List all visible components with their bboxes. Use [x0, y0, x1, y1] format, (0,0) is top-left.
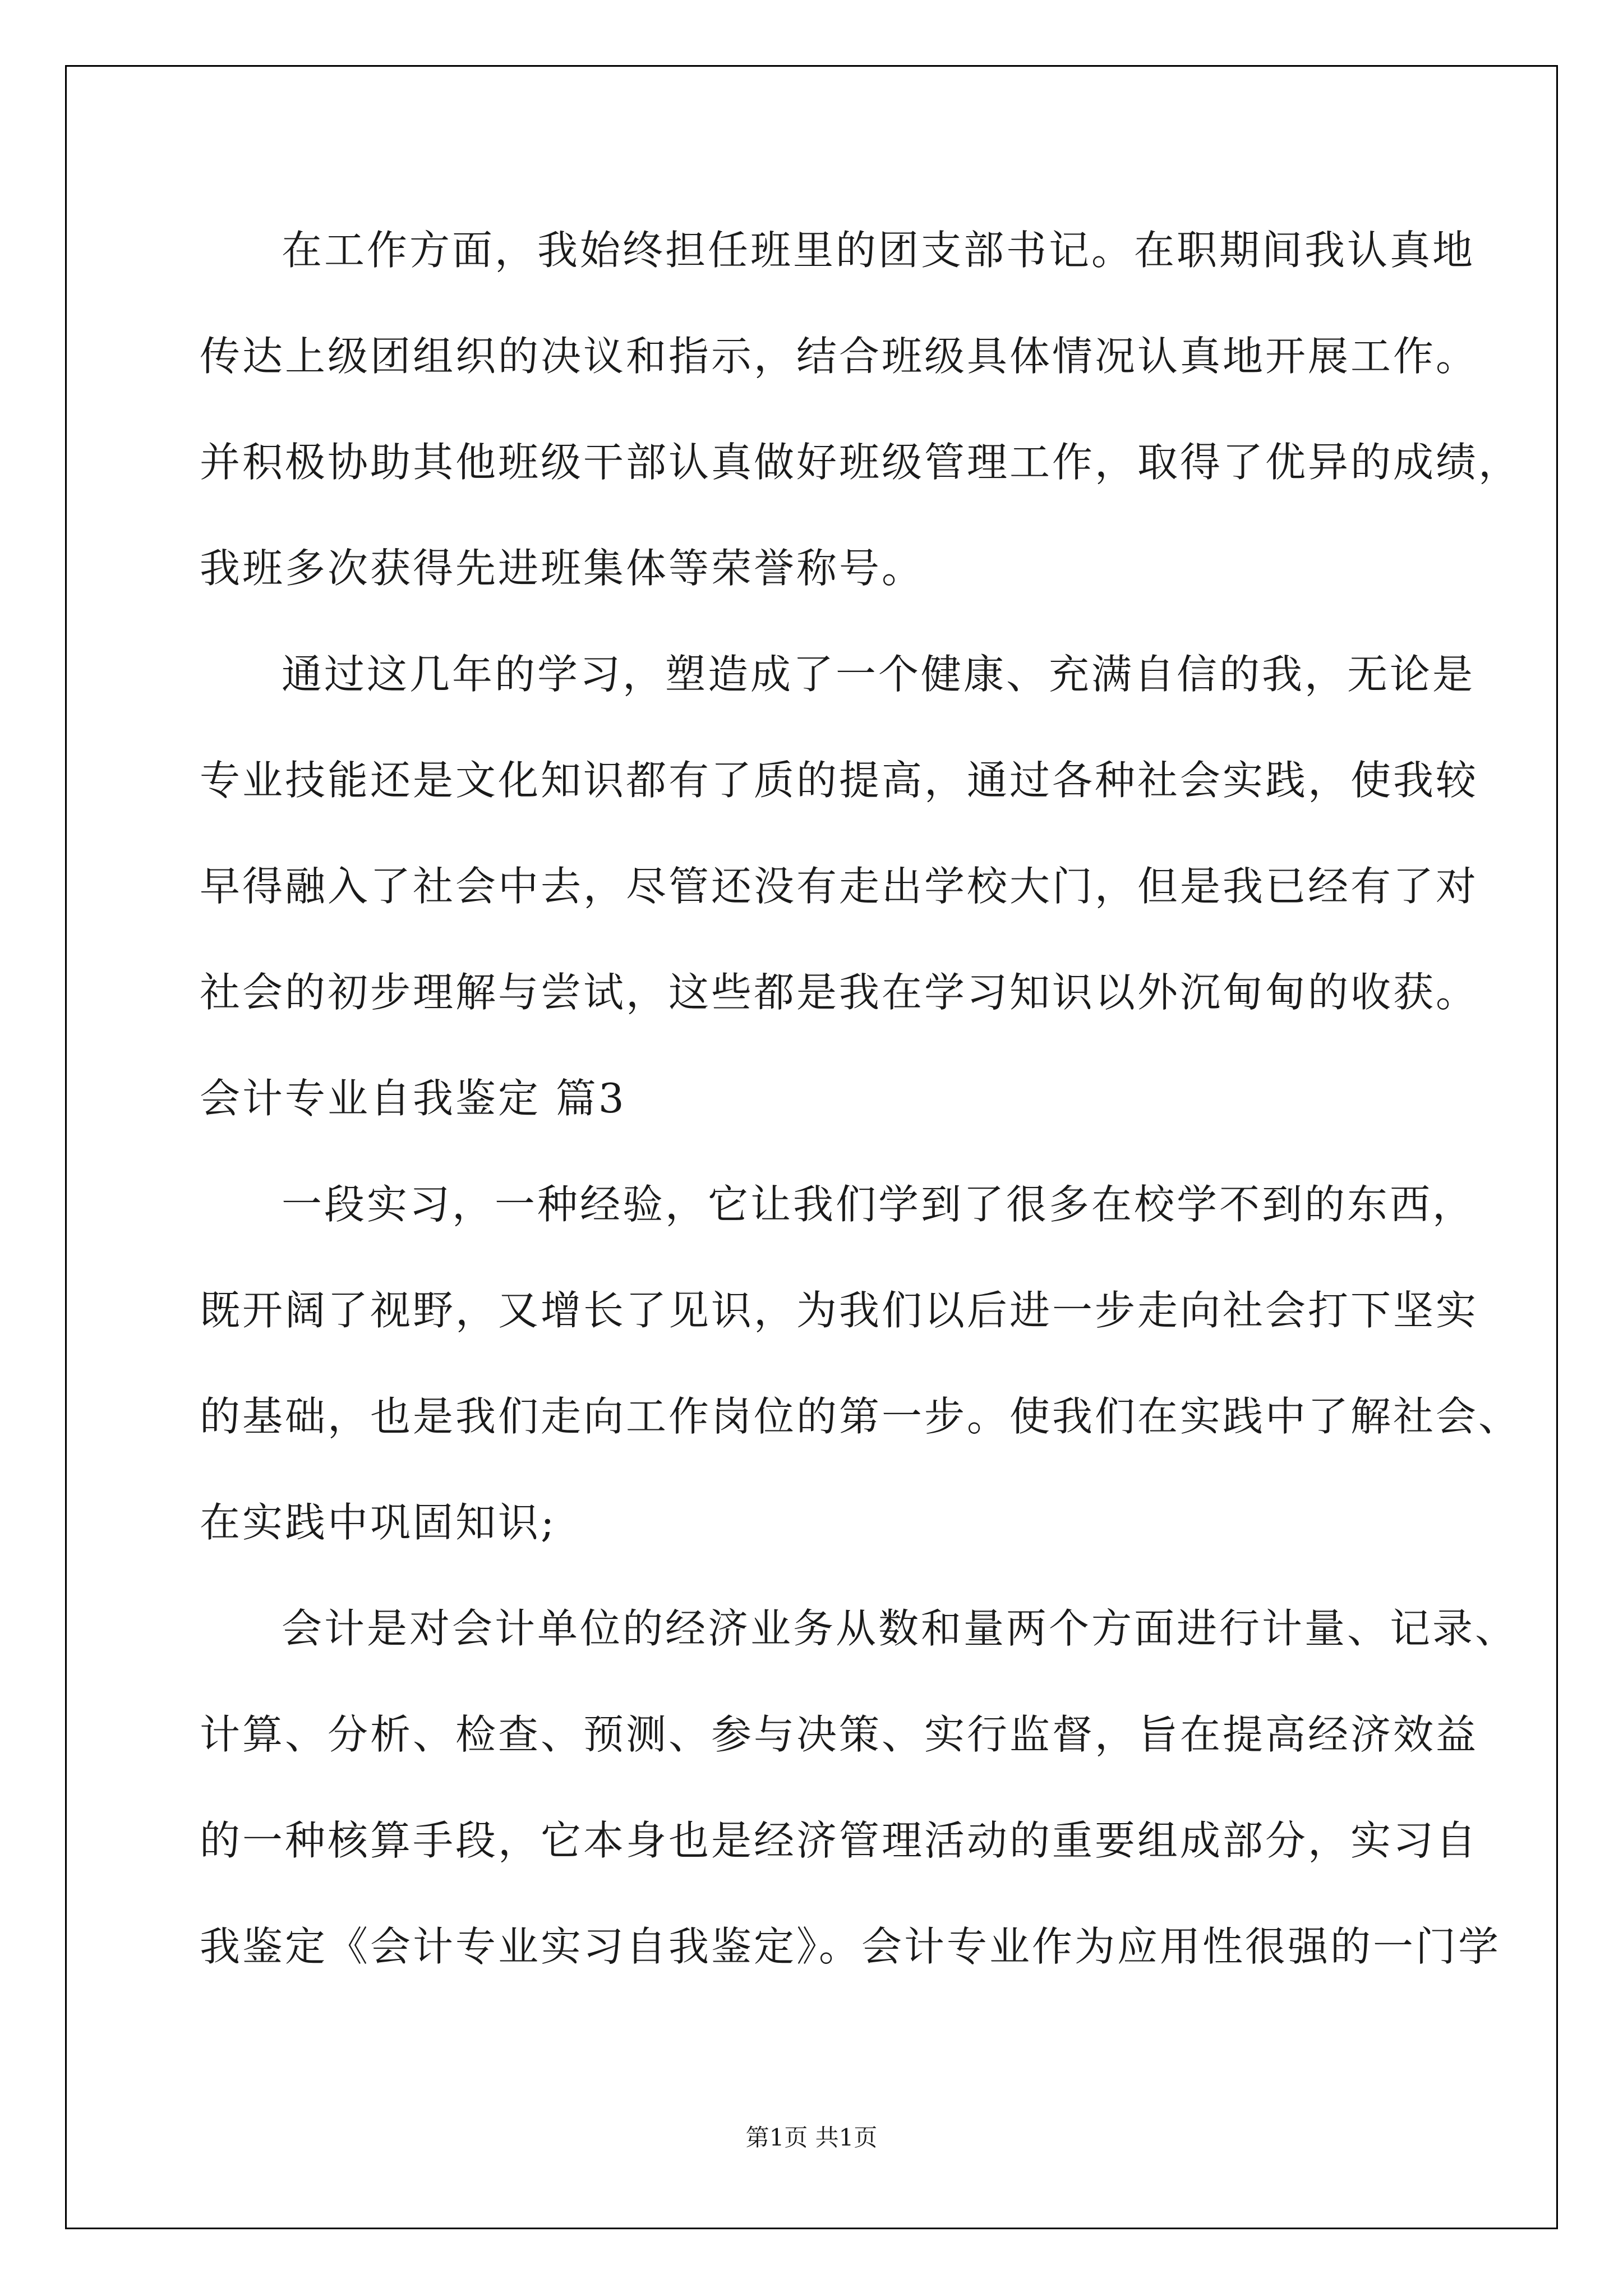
text-line: 并积极协助其他班级干部认真做好班级管理工作，取得了优异的成绩， [200, 439, 1521, 486]
text-line: 早得融入了社会中去，尽管还没有走出学校大门，但是我已经有了对 [200, 863, 1479, 910]
text-line: 专业技能还是文化知识都有了质的提高，通过各种社会实践，使我较 [200, 757, 1479, 804]
text-line: 通过这几年的学习，塑造成了一个健康、充满自信的我，无论是 [282, 651, 1476, 698]
text-line: 我班多次获得先进班集体等荣誉称号。 [200, 545, 925, 592]
text-line: 既开阔了视野，又增长了见识，为我们以后进一步走向社会打下坚实 [200, 1287, 1479, 1334]
text-line: 会计是对会计单位的经济业务从数和量两个方面进行计量、记录、 [282, 1605, 1518, 1652]
text-line: 我鉴定《会计专业实习自我鉴定》。会计专业作为应用性很强的一门学 [200, 1923, 1501, 1970]
text-line: 计算、分析、检查、预测、参与决策、实行监督，旨在提高经济效益 [200, 1711, 1479, 1758]
text-line: 的基础，也是我们走向工作岗位的第一步。使我们在实践中了解社会、 [200, 1393, 1521, 1440]
text-line: 的一种核算手段，它本身也是经济管理活动的重要组成部分，实习自 [200, 1817, 1479, 1864]
section-heading: 会计专业自我鉴定 篇3 [200, 1075, 626, 1122]
text-line: 一段实习，一种经验，它让我们学到了很多在校学不到的东西， [282, 1181, 1476, 1228]
text-line: 传达上级团组织的决议和指示，结合班级具体情况认真地开展工作。 [200, 333, 1479, 380]
page-number: 第1页 共1页 [745, 2124, 878, 2151]
text-line: 社会的初步理解与尝试，这些都是我在学习知识以外沉甸甸的收获。 [200, 969, 1479, 1016]
text-line: 在工作方面，我始终担任班里的团支部书记。在职期间我认真地 [282, 227, 1476, 274]
document-body [200, 211, 1521, 2013]
text-line: 在实践中巩固知识; [200, 1499, 557, 1546]
